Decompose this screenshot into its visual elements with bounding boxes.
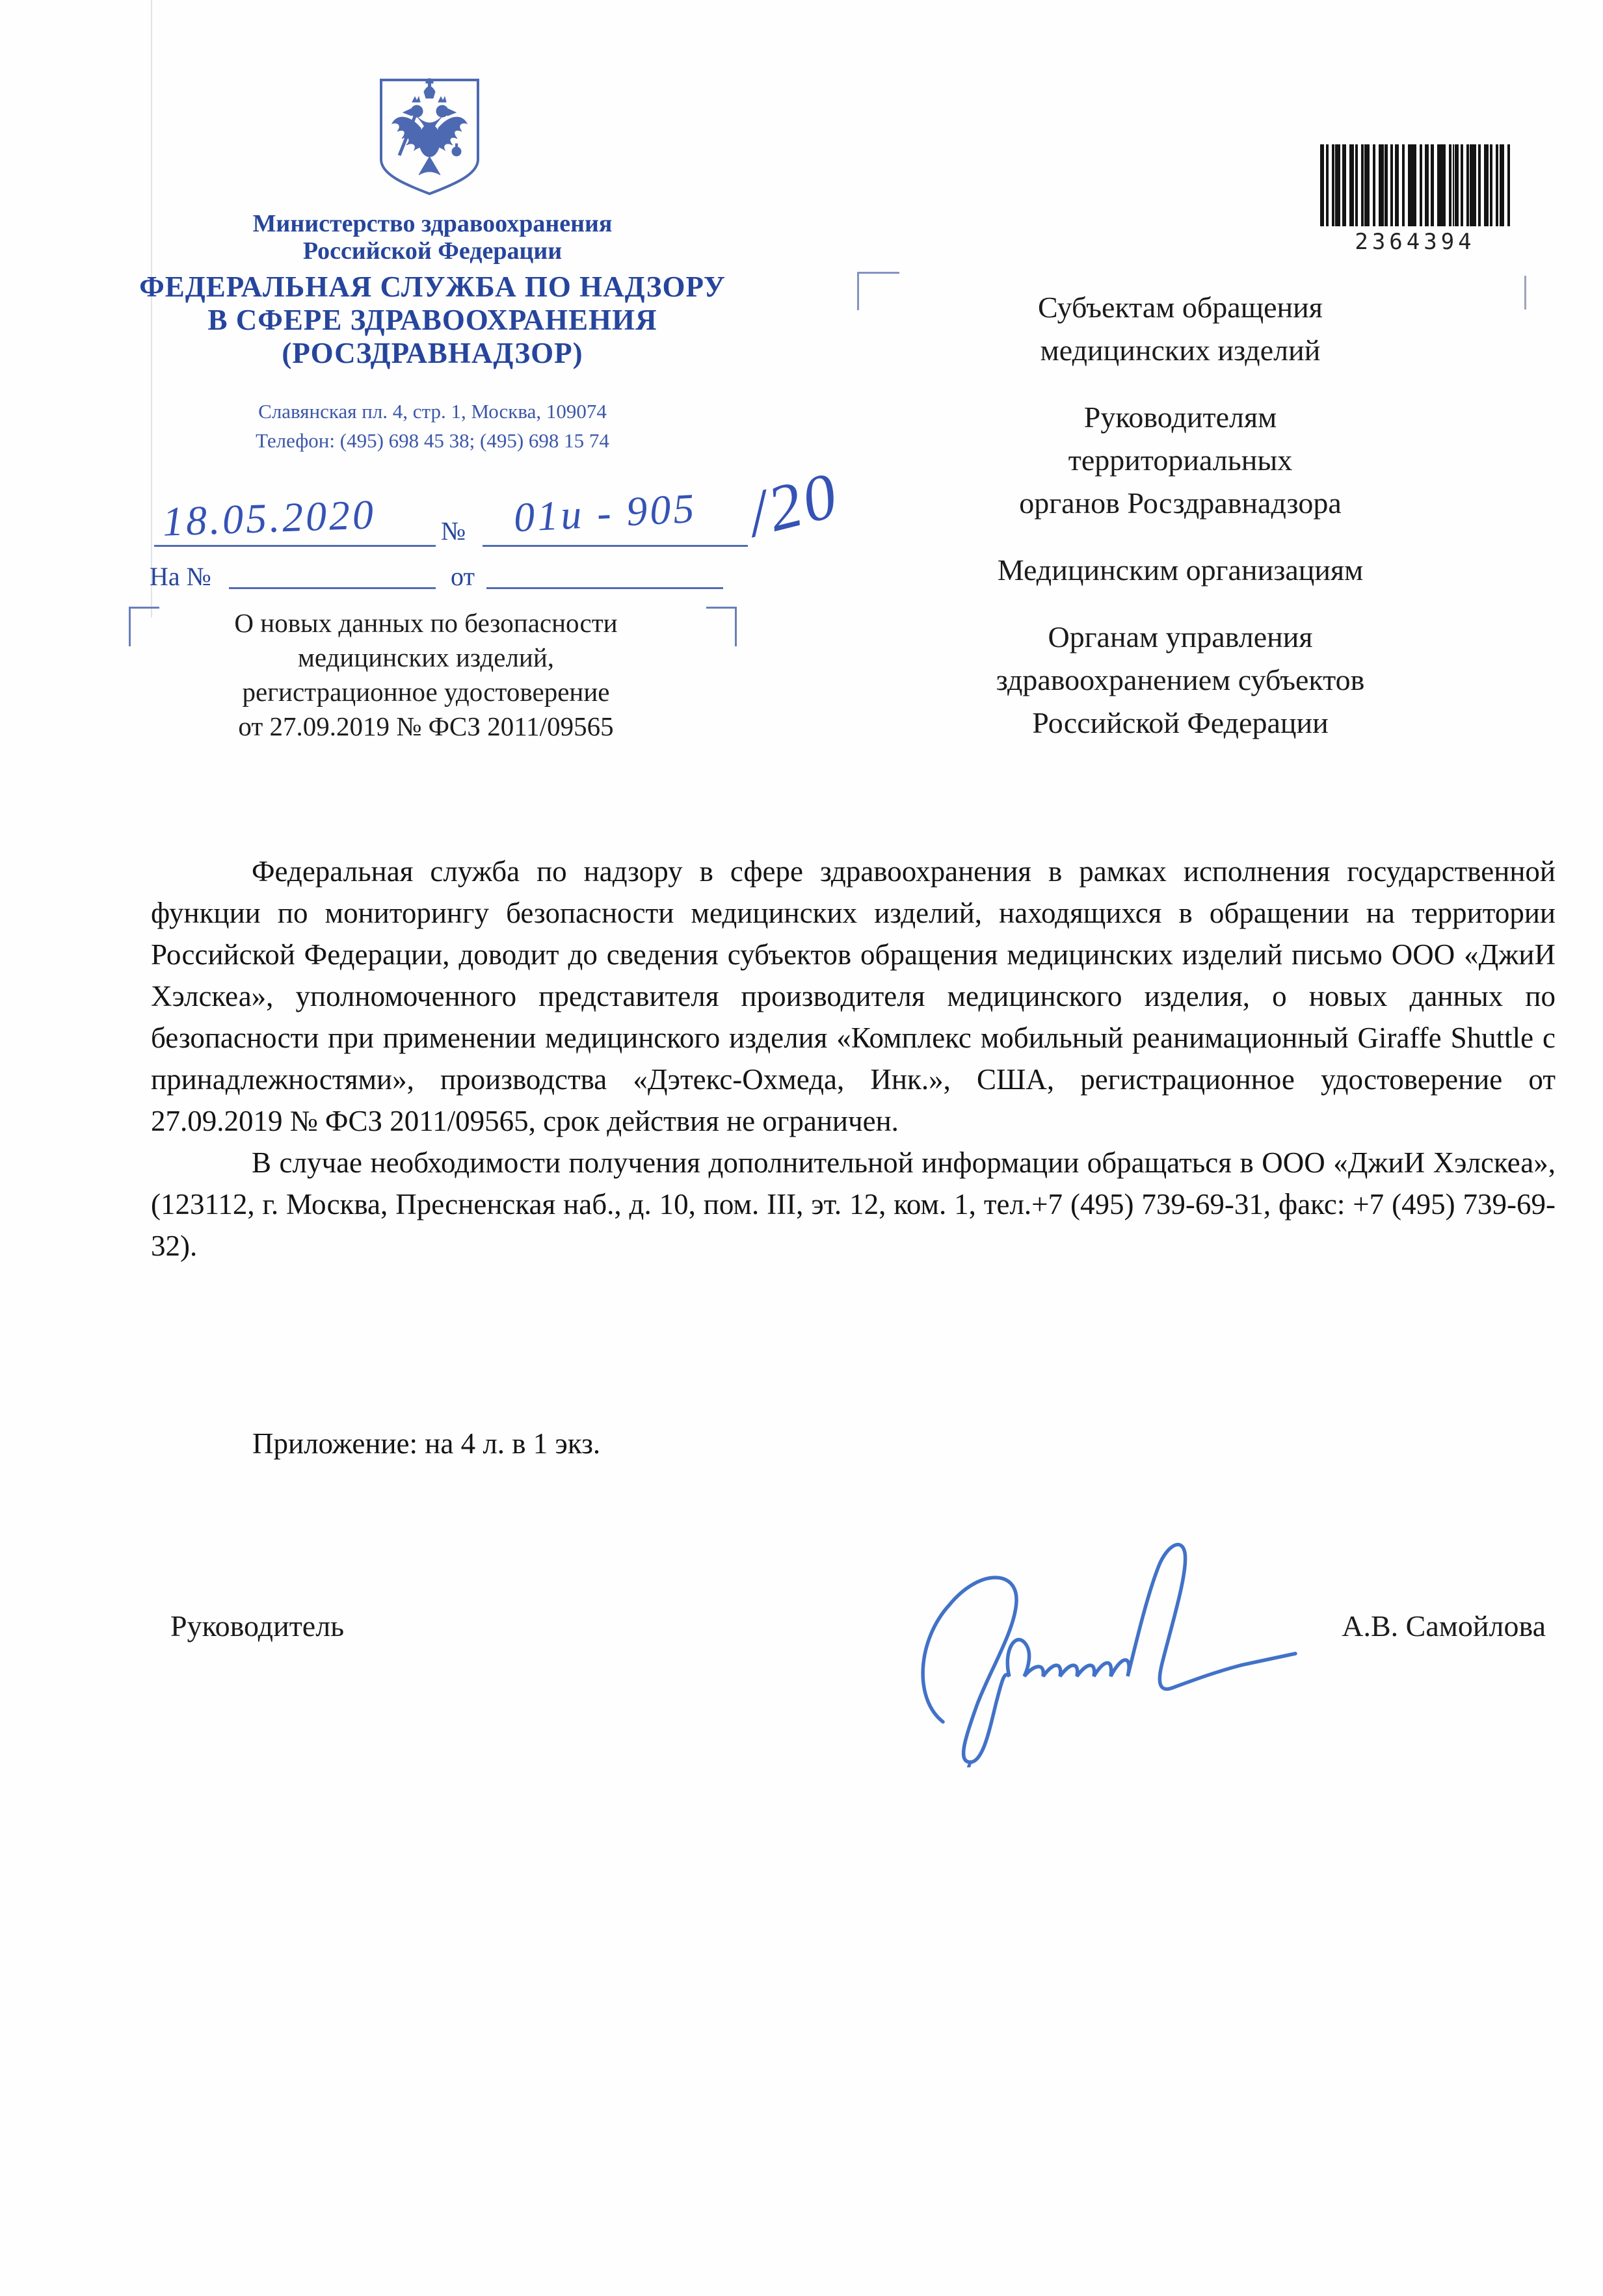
handwritten-date: 18.05.2020 <box>161 491 377 545</box>
number-sign-label: № <box>441 516 466 546</box>
date-underline <box>154 545 436 547</box>
recipient-line: здравоохранением субъектов <box>996 663 1365 696</box>
signer-name: А.В. Самойлова <box>1342 1609 1546 1643</box>
service-line1: ФЕДЕРАЛЬНАЯ СЛУЖБА ПО НАДЗОРУ <box>139 271 726 303</box>
coat-of-arms-icon <box>376 75 483 200</box>
postal-address: Славянская пл. 4, стр. 1, Москва, 109074 <box>258 400 607 423</box>
subject-line2: медицинских изделий, <box>297 642 555 672</box>
service-line2: В СФЕРЕ ЗДРАВООХРАНЕНИЯ <box>207 304 657 336</box>
recipient-line: территориальных <box>1068 443 1293 477</box>
ministry-name <box>98 210 767 265</box>
recipient-line: органов Росздравнадзора <box>1019 486 1342 520</box>
subject-line3: регистрационное удостоверение <box>242 677 610 707</box>
body-paragraph-2: В случае необходимости получения дополнительной информации обращаться в ООО «ДжиИ Хэлскеа», (123112, г. Москва, Пресненская наб., д. 10, пом. III, эт. 12, ком. 1, тел.+7 (495) 739-69-31, факс: +7 (495) 739-69-32). <box>151 1146 1556 1262</box>
right-margin-tick <box>1524 276 1526 310</box>
service-name <box>65 271 800 370</box>
recipient-line: Субъектам обращения <box>1038 291 1323 324</box>
contact-block <box>98 397 767 455</box>
letter-body <box>151 851 1556 1267</box>
reply-date-underline <box>486 587 723 589</box>
number-underline <box>483 545 748 547</box>
subject-line1: О новых данных по безопасности <box>234 608 618 638</box>
recipient-line: Медицинским организациям <box>997 553 1364 587</box>
signature-icon <box>897 1507 1366 1767</box>
ministry-line2: Российской Федерации <box>302 237 563 265</box>
subject-corner-bracket-right <box>706 607 737 646</box>
recipient-group <box>910 616 1450 745</box>
subject-block <box>156 606 696 744</box>
recipient-group <box>910 396 1450 525</box>
recipient-line: Руководителям <box>1083 401 1277 434</box>
recipient-group <box>910 286 1450 372</box>
recipient-group <box>910 549 1450 592</box>
handwritten-number-suffix: /20 <box>740 458 847 551</box>
body-paragraph-1: Федеральная служба по надзору в сфере здравоохранения в рамках исполнения государственной функции по мониторингу безопасности медицинских изделий, находящихся в обращении на территории Российской Федерации, доводит до сведения субъектов обращения медицинских изделий письмо ООО «ДжиИ Хэлскеа», уполномоченного представителя производителя медицинского изделия, о новых данных по безопасности при применении медицинского изделия «Комплекс мобильный реанимационный Giraffe Shuttle с принадлежностями», производства «Дэтекс-Охмеда, Инк.», США, регистрационное удостоверение от 27.09.2019 № ФСЗ 2011/09565, срок действия не ограничен. <box>151 855 1556 1137</box>
recipient-line: медицинских изделий <box>1040 334 1321 367</box>
reply-number-underline <box>229 587 436 589</box>
ministry-line1: Министерство здравоохранения <box>252 210 613 237</box>
reply-to-number-label: На № <box>150 562 211 591</box>
recipients-block <box>910 286 1450 769</box>
phone-numbers: Телефон: (495) 698 45 38; (495) 698 15 74 <box>256 429 609 452</box>
barcode-number: 2364394 <box>1355 229 1476 255</box>
signer-title: Руководитель <box>170 1609 345 1643</box>
reply-from-label: от <box>451 562 475 591</box>
recipient-line: Российской Федерации <box>1032 706 1329 739</box>
recipient-line: Органам управления <box>1048 620 1313 653</box>
subject-corner-bracket-left <box>129 607 159 646</box>
barcode-icon <box>1320 144 1510 226</box>
recipients-corner-bracket <box>857 272 899 310</box>
attachment-note: Приложение: на 4 л. в 1 экз. <box>252 1427 601 1460</box>
subject-line4: от 27.09.2019 № ФСЗ 2011/09565 <box>238 711 614 741</box>
service-line3: (РОСЗДРАВНАДЗОР) <box>282 337 583 369</box>
handwritten-outgoing-number: 01и - 905 <box>512 484 698 541</box>
